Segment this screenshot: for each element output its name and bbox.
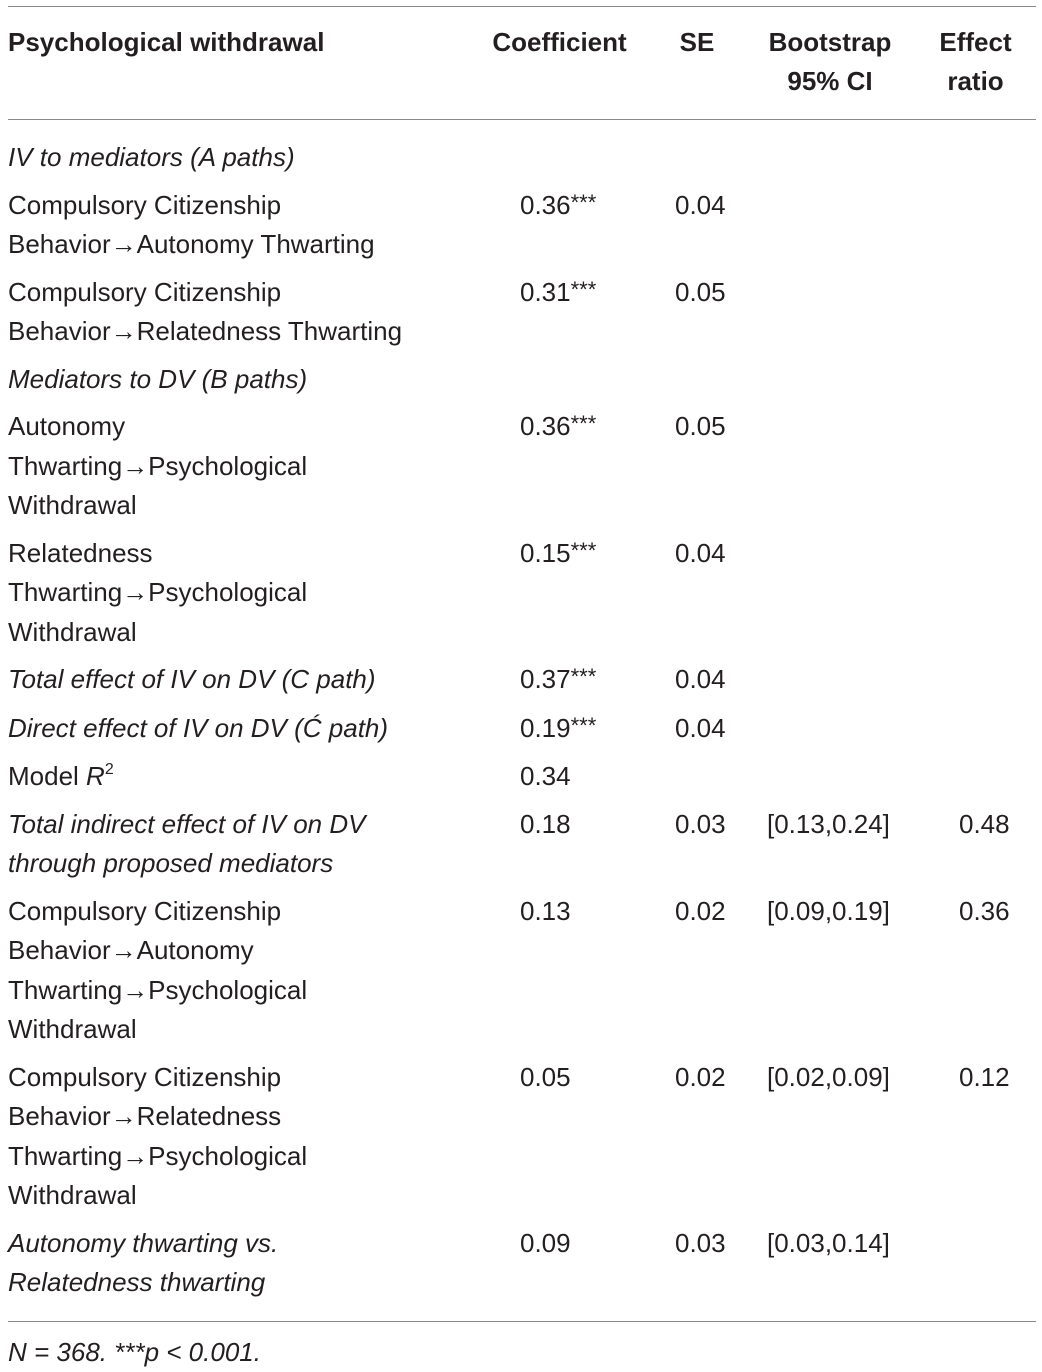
- row-label: [8, 801, 470, 888]
- row-label-line: Direct effect of IV on DV (Ć path): [8, 712, 389, 743]
- coefficient-value: 0.37: [520, 664, 571, 694]
- row-label-line: Compulsory Citizenship: [8, 1061, 282, 1092]
- se-cell: [649, 356, 745, 404]
- effect-ratio-cell: 0.12: [959, 1061, 1010, 1092]
- ci-cell: [0.02,0.09]: [767, 1061, 890, 1092]
- table-row: [8, 530, 1036, 657]
- row-label-line: Behavior→Autonomy Thwarting: [8, 229, 375, 259]
- ci-cell: [745, 403, 915, 530]
- coefficient-value: 0.05: [520, 1061, 571, 1092]
- coefficient-value: 0.09: [520, 1227, 571, 1258]
- row-label-line: Compulsory Citizenship: [8, 276, 282, 307]
- table-row: [8, 1220, 1036, 1321]
- coefficient-cell: [470, 1220, 649, 1321]
- coefficient-cell: [470, 182, 649, 269]
- header-ci-line2: 95% CI: [787, 66, 873, 96]
- row-label: [8, 403, 470, 530]
- row-label-line: through proposed mediators: [8, 848, 334, 878]
- se-cell: 0.02: [675, 1061, 726, 1092]
- row-label: [8, 753, 470, 801]
- table-row: [8, 356, 1036, 404]
- row-label-line: Withdrawal: [8, 490, 137, 520]
- coefficient-cell: [470, 120, 649, 182]
- se-cell: [649, 120, 745, 182]
- table-row: [8, 120, 1036, 182]
- coefficient-cell: [470, 656, 649, 705]
- coefficient-cell: [470, 269, 649, 356]
- row-label-line: Relatedness thwarting: [8, 1267, 266, 1297]
- significance-stars: ***: [570, 411, 597, 436]
- ci-cell: [745, 705, 915, 754]
- coefficient-value: 0.13: [520, 895, 571, 926]
- header-er-line2: ratio: [947, 66, 1004, 96]
- se-cell: 0.04: [675, 537, 726, 568]
- table-row: [8, 705, 1036, 754]
- effect-ratio-cell: [915, 753, 1036, 801]
- se-cell: 0.03: [675, 808, 726, 839]
- results-table: [8, 6, 1036, 1372]
- ci-cell: [0.03,0.14]: [767, 1227, 890, 1258]
- coefficient-cell: [470, 530, 649, 657]
- significance-stars: ***: [570, 537, 597, 563]
- row-label-line: Behavior→Autonomy: [8, 935, 254, 965]
- header-ci-line1: Bootstrap: [768, 27, 892, 57]
- table-row: [8, 753, 1036, 801]
- effect-ratio-cell: 0.36: [959, 895, 1010, 926]
- coefficient-cell: [470, 356, 649, 404]
- coefficient-cell: [470, 801, 649, 888]
- row-label: [8, 656, 470, 705]
- ci-cell: [0.13,0.24]: [767, 808, 890, 839]
- coefficient-cell: [470, 753, 649, 801]
- ci-cell: [745, 656, 915, 705]
- row-label-line: Withdrawal: [8, 1014, 137, 1044]
- row-label-line: Compulsory Citizenship: [8, 895, 282, 926]
- effect-ratio-cell: [915, 269, 1036, 356]
- effect-ratio-cell: [915, 705, 1036, 754]
- se-cell: 0.04: [675, 189, 726, 220]
- coefficient-value: 0.36: [520, 411, 571, 441]
- se-cell: 0.02: [675, 895, 726, 926]
- header-row: [8, 7, 1036, 119]
- ci-cell: [745, 356, 915, 404]
- effect-ratio-cell: [915, 1220, 1036, 1321]
- row-label: [8, 530, 470, 657]
- table-row: [8, 656, 1036, 705]
- se-cell: 0.04: [675, 664, 726, 694]
- model-r2-sup: 2: [104, 761, 114, 778]
- effect-ratio-cell: [915, 403, 1036, 530]
- significance-stars: ***: [570, 189, 597, 215]
- coefficient-value: 0.15: [520, 537, 571, 568]
- row-label-line: Thwarting→Psychological: [8, 450, 308, 481]
- se-cell: 0.05: [675, 276, 726, 307]
- row-label: [8, 705, 470, 754]
- header-effect-ratio: [915, 7, 1036, 119]
- row-label-line: Total effect of IV on DV (C path): [8, 664, 376, 694]
- header-ci: [745, 7, 915, 119]
- row-label-line: Autonomy thwarting vs.: [8, 1227, 279, 1258]
- effect-ratio-cell: [915, 530, 1036, 657]
- se-cell: 0.05: [675, 411, 726, 441]
- se-cell: 0.03: [675, 1227, 726, 1258]
- table-row: [8, 801, 1036, 888]
- row-label-line: Thwarting→Psychological: [8, 974, 308, 1005]
- header-coefficient: Coefficient: [492, 27, 627, 57]
- mediation-table-body: [8, 120, 1036, 1321]
- row-label-line: Thwarting→Psychological: [8, 1140, 308, 1171]
- row-label-line: Behavior→Relatedness Thwarting: [8, 316, 403, 346]
- model-r2-var: R: [86, 761, 105, 791]
- se-cell: 0.04: [675, 712, 726, 743]
- row-label-line: Behavior→Relatedness: [8, 1101, 282, 1131]
- effect-ratio-cell: [915, 656, 1036, 705]
- coefficient-value: 0.34: [520, 761, 571, 791]
- coefficient-value: 0.31: [520, 276, 571, 307]
- row-label-line: Relatedness: [8, 537, 153, 568]
- row-label-line: Mediators to DV (B paths): [8, 363, 308, 394]
- row-label: [8, 182, 470, 269]
- ci-cell: [745, 530, 915, 657]
- header-er-line1: Effect: [939, 27, 1012, 57]
- table-row: [8, 888, 1036, 1054]
- se-cell: [649, 753, 745, 801]
- effect-ratio-cell: [915, 120, 1036, 182]
- row-label-line: IV to mediators (A paths): [8, 142, 295, 172]
- effect-ratio-cell: [915, 356, 1036, 404]
- header-label: Psychological withdrawal: [8, 27, 325, 57]
- significance-stars: ***: [570, 712, 597, 738]
- coefficient-value: 0.19: [520, 712, 571, 743]
- row-label-line: Compulsory Citizenship: [8, 189, 282, 220]
- table-row: [8, 403, 1036, 530]
- model-r2-prefix: Model: [8, 761, 87, 791]
- ci-cell: [0.09,0.19]: [767, 895, 890, 926]
- row-label-line: Thwarting→Psychological: [8, 577, 308, 607]
- mediation-table: [8, 7, 1036, 119]
- coefficient-cell: [470, 1054, 649, 1220]
- table-row: [8, 269, 1036, 356]
- row-label-line: Total indirect effect of IV on DV: [8, 808, 366, 839]
- coefficient-cell: [470, 705, 649, 754]
- table-row: [8, 1054, 1036, 1220]
- row-label: [8, 269, 470, 356]
- row-label-line: Autonomy: [8, 411, 126, 441]
- ci-cell: [745, 120, 915, 182]
- ci-cell: [745, 753, 915, 801]
- row-label-line: Withdrawal: [8, 616, 137, 647]
- row-label-line: Withdrawal: [8, 1180, 137, 1210]
- row-label: [8, 120, 470, 182]
- effect-ratio-cell: [915, 182, 1036, 269]
- header-se: SE: [679, 27, 715, 57]
- significance-stars: ***: [570, 664, 597, 689]
- significance-stars: ***: [570, 276, 597, 302]
- table-row: [8, 182, 1036, 269]
- ci-cell: [745, 269, 915, 356]
- effect-ratio-cell: 0.48: [959, 808, 1010, 839]
- ci-cell: [745, 182, 915, 269]
- table-note: N = 368. ***p < 0.001.: [8, 1336, 261, 1367]
- row-label: [8, 1220, 470, 1321]
- row-label: [8, 888, 470, 1054]
- table-body: [8, 120, 1036, 1321]
- coefficient-cell: [470, 403, 649, 530]
- coefficient-value: 0.36: [520, 189, 571, 220]
- row-label: [8, 1054, 470, 1220]
- coefficient-value: 0.18: [520, 808, 571, 839]
- coefficient-cell: [470, 888, 649, 1054]
- row-label: [8, 356, 470, 404]
